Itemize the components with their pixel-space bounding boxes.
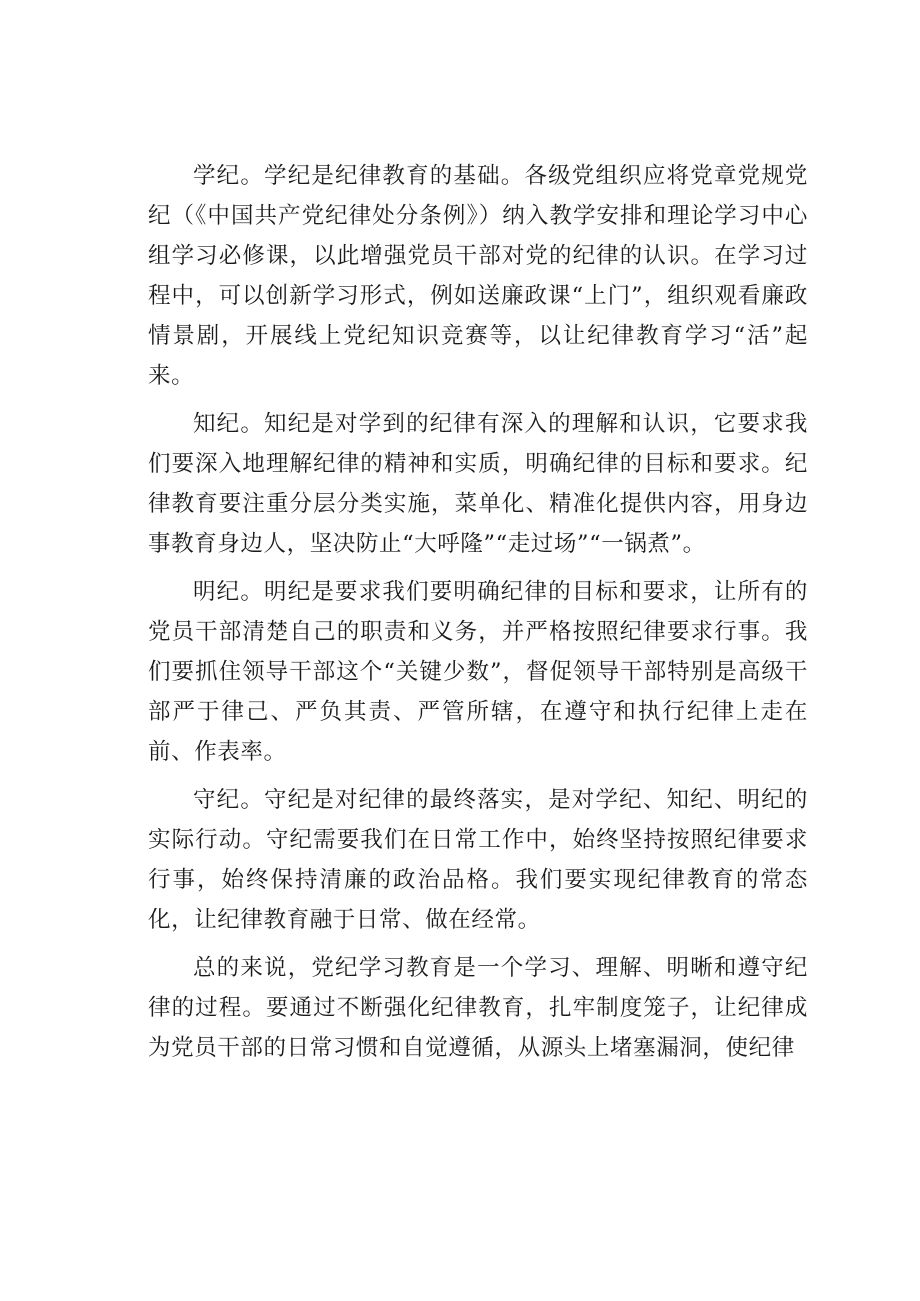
paragraph-shouji: 守纪。守纪是对纪律的最终落实，是对学纪、知纪、明纪的实际行动。守纪需要我们在日常工作中，始终坚持按照纪律要求行事，始终保持清廉的政治品格。我们要实现纪律教育的常态化，让纪律教育融于日常、做在经常。 [148, 787, 808, 933]
paragraph-xueji: 学纪。学纪是纪律教育的基础。各级党组织应将党章党规党纪（《中国共产党纪律处分条例》）纳入教学安排和理论学习中心组学习必修课，以此增强党员干部对党的纪律的认识。在学习过程中，可以创新学习形式，例如送廉政课“上门”，组织观看廉政情景剧，开展线上党纪知识竞赛等，以让纪律教育学习“活”起来。 [148, 163, 808, 389]
paragraph-mingji: 明纪。明纪是要求我们要明确纪律的目标和要求，让所有的党员干部清楚自己的职责和义务，并严格按照纪律要求行事。我们要抓住领导干部这个“关键少数”，督促领导干部特别是高级干部严于律己、严负其责、严管所辖，在遵守和执行纪律上走在前、作表率。 [148, 579, 808, 765]
document-body [148, 156, 808, 1076]
paragraph-summary: 总的来说，党纪学习教育是一个学习、理解、明晰和遵守纪律的过程。要通过不断强化纪律教育，扎牢制度笼子，让纪律成为党员干部的日常习惯和自觉遵循，从源头上堵塞漏洞，使纪律 [148, 955, 808, 1061]
paragraph-zhiji: 知纪。知纪是对学到的纪律有深入的理解和认识，它要求我们要深入地理解纪律的精神和实质，明确纪律的目标和要求。纪律教育要注重分层分类实施，菜单化、精准化提供内容，用身边事教育身边人，坚决防止“大呼隆”“走过场”“一锅煮”。 [148, 411, 808, 557]
